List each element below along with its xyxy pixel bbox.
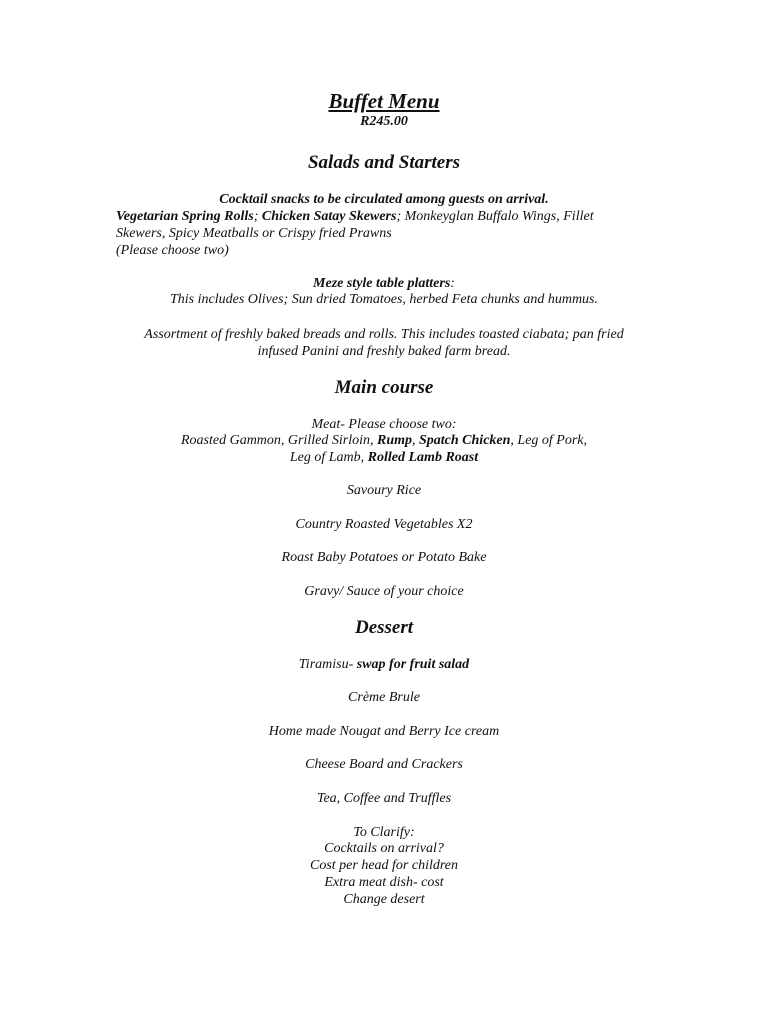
- potatoes: Roast Baby Potatoes or Potato Bake: [281, 550, 487, 565]
- snacks-bold-group: [116, 208, 594, 225]
- snack-spring-rolls: Vegetarian Spring Rolls: [116, 209, 254, 224]
- bread-line-2: infused Panini and freshly baked farm bread.: [257, 344, 511, 359]
- menu-title: Buffet Menu: [328, 89, 440, 113]
- meat-gammon-sirloin: Roasted Gammon, Grilled Sirloin,: [180, 433, 377, 448]
- clarify-item: Extra meat dish- cost: [324, 875, 444, 890]
- meze-colon: :: [450, 276, 455, 291]
- menu-price: R245.00: [360, 114, 408, 129]
- meat-sep: ,: [412, 433, 419, 448]
- vegetables: Country Roasted Vegetables X2: [295, 517, 473, 532]
- snacks-line-2: Skewers, Spicy Meatballs or Crispy fried Prawns: [116, 226, 392, 241]
- snack-rest: ; Monkeyglan Buffalo Wings, Fillet: [396, 209, 594, 224]
- meat-line-2: [100, 449, 668, 466]
- meat-line-1: [100, 432, 668, 449]
- meze-title-text: Meze style table platters: [313, 276, 451, 291]
- clarify-title: To Clarify:: [353, 825, 415, 840]
- snack-separator: ;: [253, 209, 259, 224]
- meat-intro: Meat- Please choose two:: [311, 417, 457, 432]
- salads-heading: Salads and Starters: [307, 152, 461, 173]
- clarify-item: Cost per head for children: [309, 858, 459, 873]
- tea-coffee: Tea, Coffee and Truffles: [316, 791, 452, 806]
- cocktail-intro-text: Cocktail snacks to be circulated among guests on arrival.: [219, 192, 549, 207]
- meat-lamb: Leg of Lamb,: [289, 450, 368, 465]
- cheese-board: Cheese Board and Crackers: [305, 757, 463, 772]
- snack-satay: Chicken Satay Skewers: [261, 209, 397, 224]
- cocktail-intro: [100, 191, 668, 208]
- bread-line-1: Assortment of freshly baked breads and rolls. This includes toasted ciabata; pan fried: [144, 327, 624, 342]
- clarify-item: Cocktails on arrival?: [324, 841, 444, 856]
- creme-brule: Crème Brule: [348, 690, 420, 705]
- nougat: Home made Nougat and Berry Ice cream: [268, 724, 500, 739]
- meze-desc: This includes Olives; Sun dried Tomatoes, herbed Feta chunks and hummus.: [170, 292, 598, 307]
- meat-pork: , Leg of Pork,: [510, 433, 588, 448]
- rice: Savoury Rice: [346, 483, 422, 498]
- meat-rolled-lamb: Rolled Lamb Roast: [367, 450, 479, 465]
- meze-title: [100, 275, 668, 292]
- gravy: Gravy/ Sauce of your choice: [304, 584, 464, 599]
- snacks-line-1-row: [116, 208, 646, 225]
- snacks-line-1: [116, 208, 646, 225]
- tiramisu-swap: swap for fruit salad: [356, 657, 470, 672]
- meat-spatch-chicken: Spatch Chicken: [419, 433, 511, 448]
- tiramisu: [100, 656, 668, 673]
- dessert-heading: Dessert: [354, 617, 414, 638]
- snacks-line-3: (Please choose two): [116, 243, 229, 258]
- main-heading: Main course: [334, 377, 434, 398]
- tiramisu-label: Tiramisu-: [298, 657, 357, 672]
- meat-rump: Rump: [376, 433, 412, 448]
- clarify-item: Change desert: [343, 892, 425, 907]
